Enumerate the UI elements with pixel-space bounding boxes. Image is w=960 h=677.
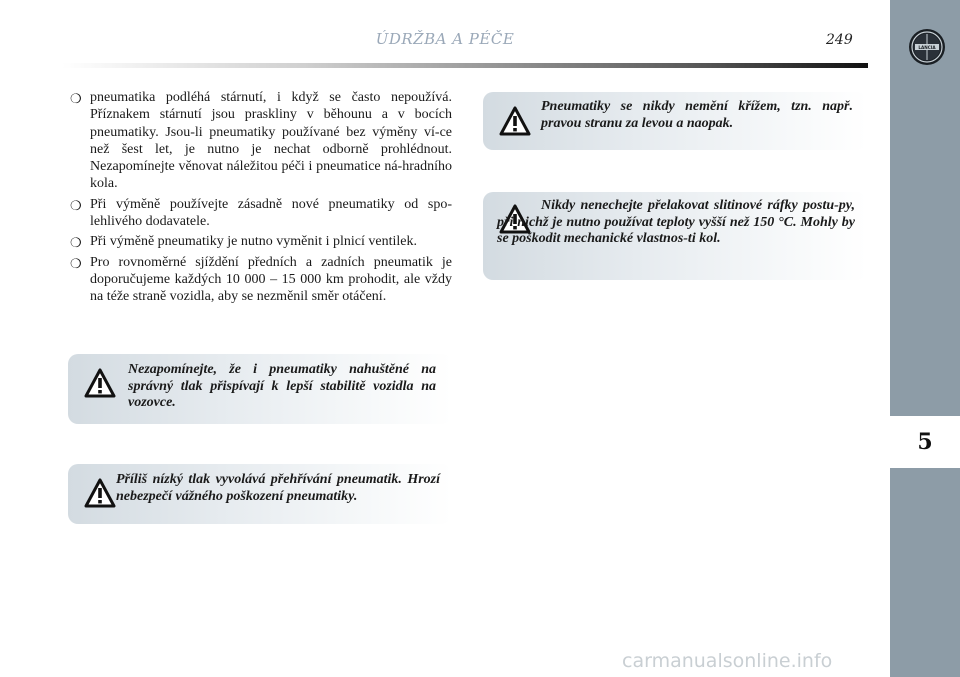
- warning-box: [68, 464, 452, 524]
- bullet-list: [70, 89, 452, 309]
- lancia-logo-icon: [908, 28, 946, 66]
- warning-box: [68, 354, 452, 424]
- warning-text: Příliš nízký tlak vyvolává přehřívání pneumatik. Hrozí nebezpečí vážného poškození pneumatiky.: [116, 472, 440, 504]
- warning-triangle-icon: [84, 368, 116, 398]
- watermark: carmanualsonline.info: [622, 650, 833, 672]
- warning-box: [483, 192, 867, 280]
- warning-box: [483, 92, 867, 150]
- page-number: 249: [826, 32, 853, 48]
- warning-text: Nikdy nenechejte přelakovat slitinové ráfky postu-py, při nichž je nutno používat teploty vyšší než 150 °C. Mohly by se poškodit mechanické vlastnos-ti kol.: [497, 198, 855, 246]
- warning-text: Nezapomínejte, že i pneumatiky nahuštěné na správný tlak přispívají k lepší stabilitě vozidla na vozovce.: [128, 362, 436, 410]
- bullet-text: pneumatika podléhá stárnutí, i když se často nepoužívá. Příznakem stárnutí jsou praskliny v běhounu a v bocích pneumatiky. Jsou-li pneumatiky používané bez výměny ví-ce než šest let, je nutno je nechat odborně prohlédnout. Nezapomínejte věnovat náležitou péči i pneumatice ná-hradního kola.: [90, 90, 452, 192]
- chapter-number-tab[interactable]: 5: [890, 416, 960, 468]
- bullet-text: Při výměně pneumatiky je nutno vyměnit i plnicí ventilek.: [90, 234, 417, 250]
- bullet-text: Při výměně používejte zásadně nové pneumatiky od spo-lehlivého dodavatele.: [90, 196, 452, 230]
- circle-bullet-icon: ❍: [70, 91, 82, 106]
- header-rule: [62, 63, 868, 68]
- warning-triangle-icon: [84, 478, 116, 508]
- circle-bullet-icon: ❍: [70, 197, 82, 213]
- circle-bullet-icon: ❍: [70, 235, 82, 251]
- list-item: [70, 254, 452, 306]
- list-item: [70, 233, 452, 250]
- warning-triangle-icon: [499, 106, 531, 136]
- bullet-text: Pro rovnoměrné sjíždění předních a zadních pneumatik je doporučujeme každých 10 000 – 15 000 km prohodit, ale vždy na téže straně vozidla, aby se nezměnil směr otáčení.: [90, 254, 452, 305]
- list-item: [70, 89, 452, 193]
- list-item: [70, 196, 452, 231]
- circle-bullet-icon: ❍: [70, 255, 82, 271]
- warning-text: Pneumatiky se nikdy nemění křížem, tzn. např. pravou stranu za levou a naopak.: [541, 99, 853, 131]
- page-header-title: ÚDRŽBA A PÉČE: [375, 30, 515, 48]
- svg-text:LANCIA: LANCIA: [918, 45, 936, 50]
- chapter-sidebar: [890, 0, 960, 677]
